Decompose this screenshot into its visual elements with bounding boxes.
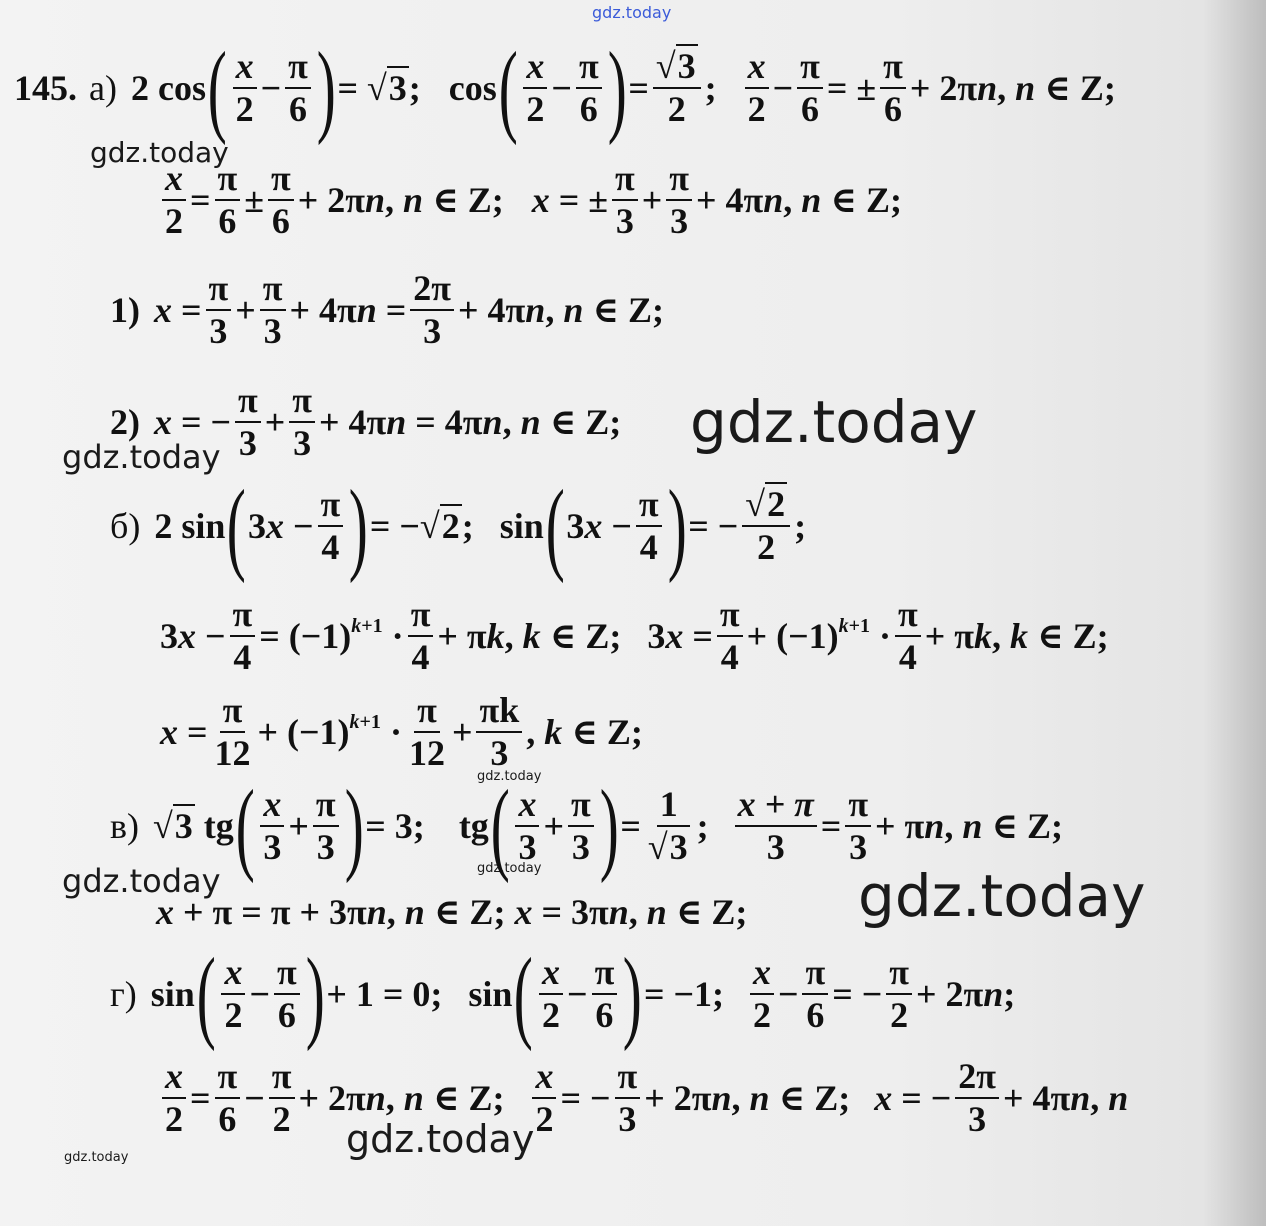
equation-g-line2: $\frac{x}{2}$ = $\frac{\pi}{6}$ − $\frac{\pi}{2}$ + 2πn, n ∈ Z; $\frac{x}{2}$ = − $\frac{\pi}{3}$ + 2πn, n ∈ Z; x = − $\frac{2\pi}{3}$ + 4πn, n (158, 1056, 1128, 1141)
watermark-top: gdz.today (592, 3, 672, 22)
problem-number: 145. (14, 68, 77, 109)
equation-b-line3: x = $\frac{\pi}{12}$ + $(-1)^{k+1}$ · $\frac{\pi}{12}$ + $\frac{\pi k}{3}$ , k ∈ Z; (160, 690, 643, 774)
watermark: gdz.today (858, 862, 1146, 930)
part-b-label: б) (110, 506, 141, 547)
equation-b-line2: 3x − $\frac{\pi}{4}$ = $(-1)^{k+1}$ · $\frac{\pi}{4}$ + πk, k ∈ Z; 3x = $\frac{\pi}{4}$ + $(-1)^{k+1}$ · $\frac{\pi}{4}$ + πk, k ∈ Z; (160, 594, 1109, 678)
equation-g-line1: г) sin ( $\frac{x}{2}$ − $\frac{\pi}{6}$ ) + 1 = 0; sin ( $\frac{x}{2}$ − $\frac{\pi}{6}$ ) = −1; $\frac{x}{2}$ − $\frac{\pi}{6}$ = − $\frac{\pi}{2}$ + 2πn; (110, 936, 1016, 1052)
watermark: gdz.today (62, 862, 221, 900)
watermark: gdz.today (90, 136, 229, 169)
equation-a-case2: 2) x = − $\frac{\pi}{3}$ + $\frac{\pi}{3}$ + 4πn = 4πn, n ∈ Z; (110, 380, 622, 464)
equation-a-line1: 145. а) 2 cos ( $\frac{x}{2}$ − $\frac{\pi}{6}$ ) = √3; cos ( $\frac{x}{2}$ − $\frac{\pi}{6}$ ) = $\frac{√3}{2}$ ; $\frac{x}{2}$ − $\frac{\pi}{6}$ = ± $\frac{\pi}{6}$ + 2πn, n ∈ Z; (14, 30, 1116, 146)
part-g-label: г) (110, 974, 137, 1015)
equation-a-case1: 1) x = $\frac{\pi}{3}$ + $\frac{\pi}{3}$ + 4πn = $\frac{2\pi}{3}$ + 4πn, n ∈ Z; (110, 268, 664, 352)
equation-v-line1: в) √3 tg ( $\frac{x}{3}$ + $\frac{\pi}{3}$ ) = 3; tg ( $\frac{x}{3}$ + $\frac{\pi}{3}$ ) = $\frac{1}{√3}$ ; $\frac{x + \pi}{3}$ = $\frac{\pi}{3}$ + πn, n ∈ Z; (110, 768, 1064, 884)
watermark: gdz.today (477, 769, 542, 784)
case2-label: 2) (110, 402, 140, 443)
watermark: gdz.today (64, 1150, 129, 1165)
watermark: gdz.today (477, 861, 542, 876)
equation-a-line2: $\frac{x}{2}$ = $\frac{\pi}{6}$ ± $\frac{\pi}{6}$ + 2πn, n ∈ Z; x = ± $\frac{\pi}{3}$ + $\frac{\pi}{3}$ + 4πn, n ∈ Z; (158, 158, 902, 243)
watermark: gdz.today (346, 1117, 535, 1161)
case1-label: 1) (110, 290, 140, 331)
equation-v-line2: x + π = π + 3πn, n ∈ Z; x = 3πn, n ∈ Z; (156, 892, 748, 932)
part-a-label: а) (89, 68, 117, 109)
watermark: gdz.today (62, 438, 221, 476)
part-v-label: в) (110, 806, 139, 847)
equation-b-line1: б) 2 sin ( 3x − $\frac{\pi}{4}$ ) = −√2; sin ( 3x − $\frac{\pi}{4}$ ) = − $\frac{√2}{2}$ ; (110, 468, 807, 584)
watermark: gdz.today (690, 388, 978, 456)
